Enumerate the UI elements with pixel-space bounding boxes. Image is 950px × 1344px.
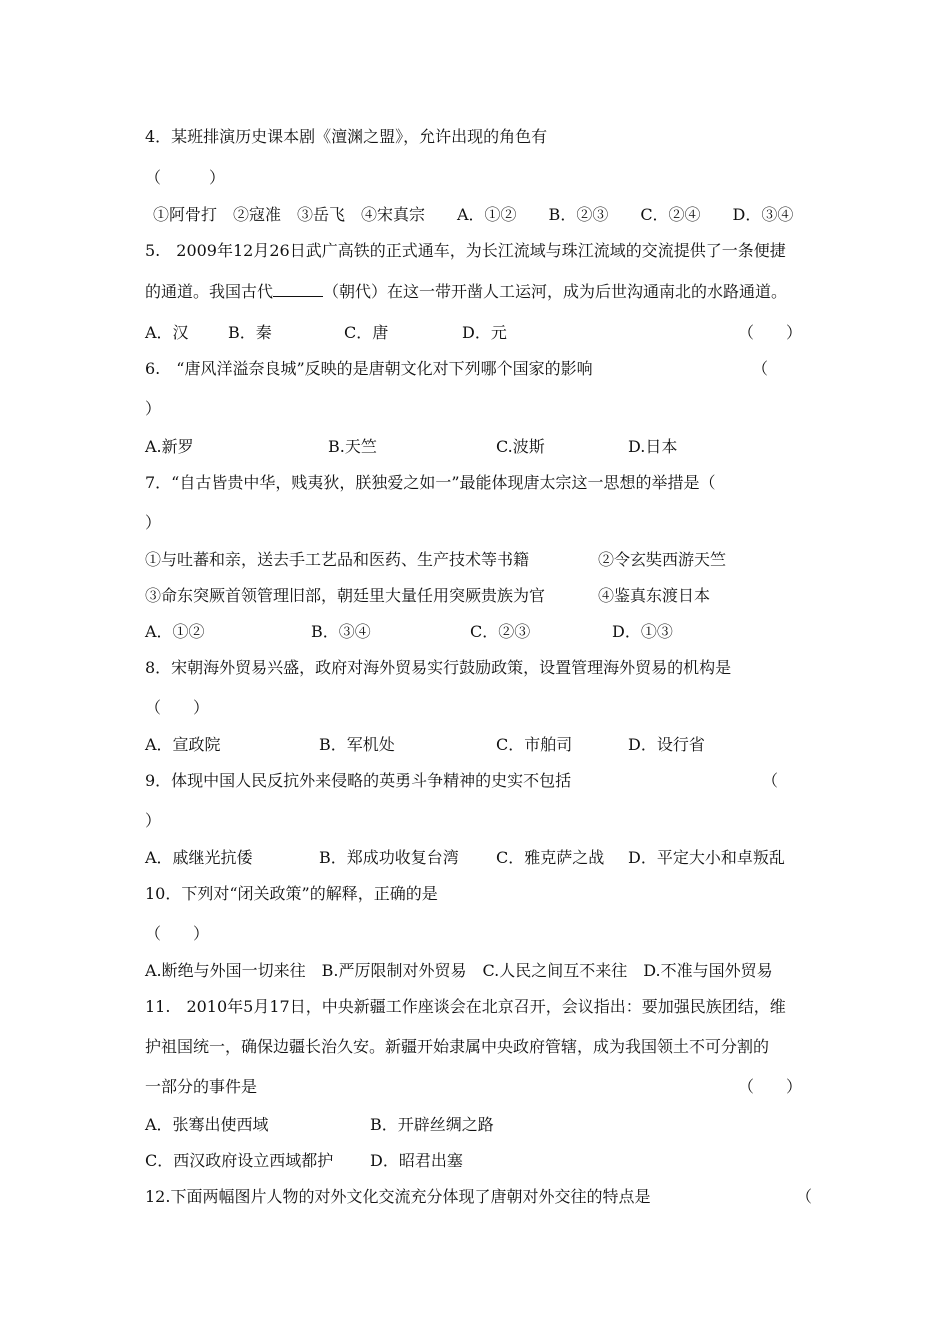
question-5-line-2-end: （朝代）在这一带开凿人工运河，成为后世沟通南北的水路通道。 xyxy=(323,282,788,301)
question-11-option-c: C．西汉政府设立西域都护 xyxy=(145,1151,334,1170)
question-11-paren: （ ） xyxy=(738,1077,803,1096)
question-6-option-a: A.新罗 xyxy=(145,437,194,456)
question-7-item-2: ②令玄奘西游天竺 xyxy=(598,550,727,569)
question-6-paren-close: ） xyxy=(145,399,162,418)
question-9-paren-open: （ xyxy=(762,771,779,790)
question-8-option-d: D．设行省 xyxy=(628,735,705,754)
question-10-paren: （ ） xyxy=(145,924,210,943)
question-9-option-a: A．戚继光抗倭 xyxy=(145,848,253,867)
question-5-option-d: D．元 xyxy=(462,323,507,342)
question-5-option-b: B．秦 xyxy=(228,323,272,342)
question-6-stem: 6. “唐风洋溢奈良城”反映的是唐朝文化对下列哪个国家的影响 xyxy=(145,359,593,378)
question-8-stem: 8．宋朝海外贸易兴盛，政府对海外贸易实行鼓励政策，设置管理海外贸易的机构是 xyxy=(145,658,732,677)
question-8-option-c: C．市舶司 xyxy=(496,735,573,754)
question-6-paren-open: （ xyxy=(752,359,769,378)
question-12-stem: 12.下面两幅图片人物的对外文化交流充分体现了唐朝对外交往的特点是 xyxy=(145,1187,651,1206)
question-7-option-b: B．③④ xyxy=(311,622,371,641)
question-5-line-2 xyxy=(145,281,787,303)
question-6-option-b: B.天竺 xyxy=(328,437,377,456)
question-9-option-c: C．雅克萨之战 xyxy=(496,848,605,867)
question-5-line-1: 5. 2009年12月26日武广高铁的正式通车，为长江流域与珠江流域的交流提供了一条便捷 xyxy=(145,241,786,260)
question-4-stem: 4．某班排演历史课本剧《澶渊之盟》，允许出现的角色有 xyxy=(145,127,548,146)
question-9-stem: 9．体现中国人民反抗外来侵略的英勇斗争精神的史实不包括 xyxy=(145,771,572,790)
question-7-paren-close: ） xyxy=(145,513,162,532)
question-7-item-1: ①与吐蕃和亲，送去手工艺品和医药、生产技术等书籍 xyxy=(145,550,530,569)
question-11-option-a: A．张骞出使西域 xyxy=(145,1115,269,1134)
question-7-stem: 7．“自古皆贵中华，贱夷狄，朕独爱之如一”最能体现唐太宗这一思想的举措是（ xyxy=(145,473,716,492)
question-11-line-1: 11. 2010年5月17日，中央新疆工作座谈会在北京召开，会议指出：要加强民族团结，维 xyxy=(145,997,786,1016)
question-7-option-d: D．①③ xyxy=(612,622,673,641)
question-12-paren-open: （ xyxy=(796,1187,813,1206)
question-9-option-d: D．平定大小和卓叛乱 xyxy=(628,848,785,867)
question-4-paren: （ ） xyxy=(145,168,226,187)
question-11-option-b: B．开辟丝绸之路 xyxy=(370,1115,494,1134)
question-7-item-4: ④鉴真东渡日本 xyxy=(598,586,711,605)
question-11-line-2: 护祖国统一，确保边疆长治久安。新疆开始隶属中央政府管辖，成为我国领土不可分割的 xyxy=(145,1037,770,1056)
question-9-option-b: B．郑成功收复台湾 xyxy=(319,848,459,867)
question-10-options: A.断绝与外国一切来往 B.严厉限制对外贸易 C.人民之间互不来往 D.不准与国外贸易 xyxy=(145,961,773,980)
question-6-option-c: C.波斯 xyxy=(496,437,545,456)
question-11-option-d: D．昭君出塞 xyxy=(370,1151,463,1170)
question-5-paren: （ ） xyxy=(738,323,803,342)
question-7-option-c: C．②③ xyxy=(470,622,531,641)
question-10-stem: 10．下列对“闭关政策”的解释，正确的是 xyxy=(145,884,438,903)
question-8-option-a: A．宣政院 xyxy=(145,735,221,754)
question-8-option-b: B．军机处 xyxy=(319,735,395,754)
question-9-paren-close: ） xyxy=(145,811,162,830)
question-8-paren: （ ） xyxy=(145,698,210,717)
question-4-options: ①阿骨打 ②寇准 ③岳飞 ④宋真宗 A．①② B．②③ C．②④ D．③④ xyxy=(153,205,794,224)
question-5-option-c: C．唐 xyxy=(344,323,389,342)
question-11-line-3: 一部分的事件是 xyxy=(145,1077,258,1096)
question-7-item-3: ③命东突厥首领管理旧部，朝廷里大量任用突厥贵族为官 xyxy=(145,586,546,605)
question-6-option-d: D.日本 xyxy=(628,437,678,456)
question-7-option-a: A．①② xyxy=(145,622,205,641)
question-5-line-2-start: 的通道。我国古代 xyxy=(145,282,274,301)
answer-blank xyxy=(273,282,323,297)
question-5-option-a: A．汉 xyxy=(145,323,189,342)
